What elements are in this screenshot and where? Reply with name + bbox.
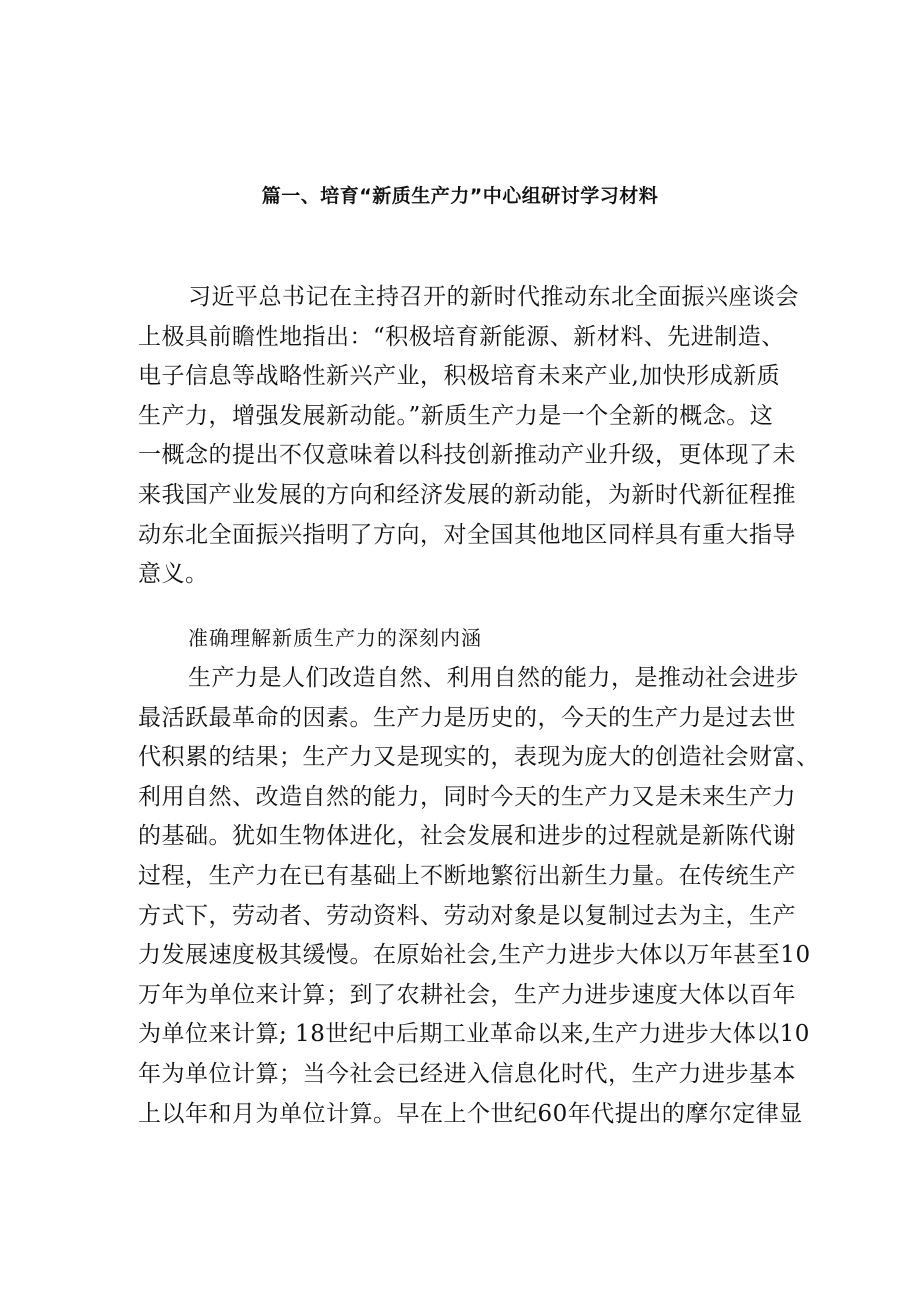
text-line: 上极具前瞻性地指出：“积极培育新能源、新材料、先进制造、 <box>138 323 785 350</box>
text-line: 利用自然、改造自然的能力，同时今天的生产力又是未来生产力 <box>138 783 796 810</box>
text-line: 生产力是人们改造自然、利用自然的能力，是推动社会进步 <box>188 665 799 691</box>
text-line: 年为单位计算；当今社会已经进入信息化时代，生产力进步基本 <box>138 1060 796 1087</box>
section-heading: 准确理解新质生产力的深刻内涵 <box>188 626 482 650</box>
paragraph-productivity <box>138 659 820 1134</box>
text-line: 方式下，劳动者、劳动资料、劳动对象是以复制过去为主，生产 <box>138 902 796 929</box>
text-line: 生产力，增强发展新动能。”新质生产力是一个全新的概念。这 <box>138 402 774 429</box>
text-line: 上以年和月为单位计算。早在上个世纪60年代提出的摩尔定律显 <box>138 1100 803 1127</box>
text-line: 最活跃最革命的因素。生产力是历史的，今天的生产力是过去世 <box>138 704 796 731</box>
text-line: 万年为单位来计算；到了农耕社会，生产力进步速度大体以百年 <box>138 981 796 1008</box>
text-line: 习近平总书记在主持召开的新时代推动东北全面振兴座谈会 <box>188 284 799 310</box>
text-line: 动东北全面振兴指明了方向，对全国其他地区同样具有重大指导 <box>138 521 796 548</box>
paragraph-intro <box>138 278 798 595</box>
text-line: 电子信息等战略性新兴产业，积极培育未来产业,加快形成新质 <box>138 363 781 390</box>
text-line: 为单位来计算; 18世纪中后期工业革命以来,生产力进步大体以10 <box>138 1021 810 1048</box>
text-line: 来我国产业发展的方向和经济发展的新动能，为新时代新征程推 <box>138 481 796 508</box>
text-line: 一概念的提出不仅意味着以科技创新推动产业升级，更体现了未 <box>138 442 796 469</box>
text-line: 的基础。犹如生物体进化，社会发展和进步的过程就是新陈代谢 <box>138 823 796 850</box>
text-line: 代积累的结果；生产力又是现实的，表现为庞大的创造社会财富、 <box>138 744 820 771</box>
document-title: 篇一、培育“新质生产力”中心组研讨学习材料 <box>261 185 659 207</box>
section-heading-block <box>138 619 798 659</box>
text-line: 意义。 <box>138 561 209 588</box>
text-line: 过程，生产力在已有基础上不断地繁衍出新生力量。在传统生产 <box>138 862 796 889</box>
text-line: 力发展速度极其缓慢。在原始社会,生产力进步大体以万年甚至10 <box>138 942 811 969</box>
